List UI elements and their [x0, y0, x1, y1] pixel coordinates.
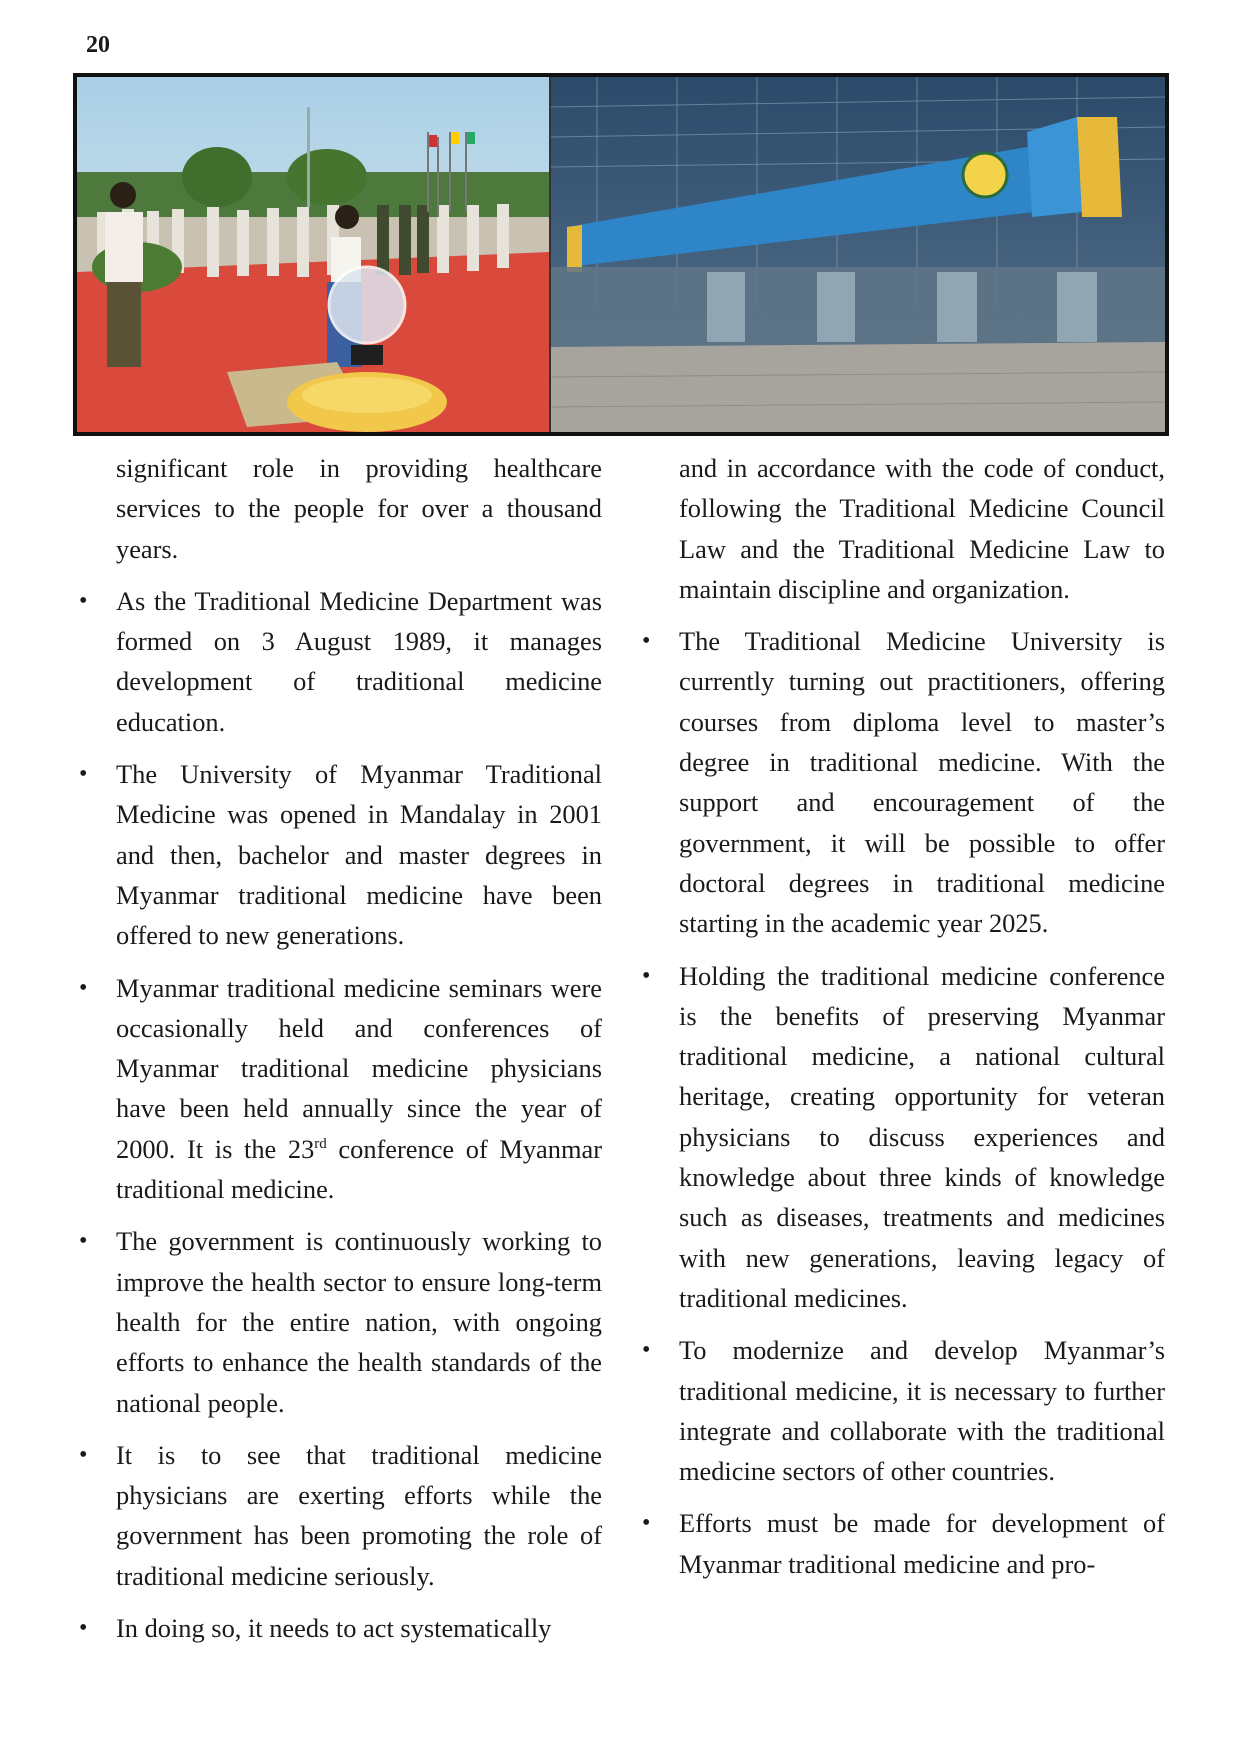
- list-item: • Holding the traditional medicine conference is the benefits of preserving Myanmar traditional medicine, a national cultural heritage, creating opportunity for veteran physicians to discuss experiences and knowledge about three kinds of knowledge such as diseases, treatments and medicines with new generations, leaving legacy of traditional medicines.: [643, 956, 1165, 1319]
- right-continuation: and in accordance with the code of conduct, following the Traditional Medicine Council Law and the Traditional Medicine Law to maintain discipline and organization.: [679, 453, 1165, 604]
- left-column: [80, 448, 602, 1648]
- left-continuation: significant role in providing healthcare services to the people for over a thousand years.: [116, 453, 602, 564]
- right-column: [643, 448, 1165, 1584]
- list-item: • Efforts must be made for development of Myanmar traditional medicine and pro-: [643, 1503, 1165, 1584]
- list-item-text: Myanmar traditional medicine seminars were occasionally held and conferences of Myanmar traditional medicine physicians have been held annually since the year of 2000. It is the 23: [116, 972, 602, 1164]
- convention-hall-photo: [551, 77, 1165, 432]
- photo-banner-svg: [77, 77, 1165, 432]
- list-item: • The Traditional Medicine University is currently turning out practitioners, offering courses from diploma level to master’s degree in traditional medicine. With the support and encouragement of the government, it will be possible to offer doctoral degrees in traditional medicine starting in the academic year 2025.: [643, 621, 1165, 943]
- list-item: • To modernize and develop Myanmar’s traditional medicine, it is necessary to further integrate and collaborate with the traditional medicine sectors of other countries.: [643, 1330, 1165, 1491]
- list-item: [80, 968, 602, 1210]
- ceremony-photo: [77, 77, 549, 432]
- list-item: • As the Traditional Medicine Department was formed on 3 August 1989, it manages development of traditional medicine education.: [80, 581, 602, 742]
- list-item: • It is to see that traditional medicine physicians are exerting efforts while the government has been promoting the role of traditional medicine seriously.: [80, 1435, 602, 1596]
- list-item: • The government is continuously working to improve the health sector to ensure long-term health for the entire nation, with ongoing efforts to enhance the health standards of the national people.: [80, 1221, 602, 1422]
- ordinal-suffix: rd: [314, 1135, 327, 1152]
- list-item-text: conference of Myanmar traditional medicine.: [116, 1133, 603, 1205]
- list-item: • In doing so, it needs to act systematically: [80, 1608, 602, 1648]
- photo-banner: [73, 73, 1169, 436]
- page-number: 20: [86, 32, 110, 58]
- list-item: • The University of Myanmar Traditional Medicine was opened in Mandalay in 2001 and then, bachelor and master degrees in Myanmar traditional medicine have been offered to new generations.: [80, 754, 602, 955]
